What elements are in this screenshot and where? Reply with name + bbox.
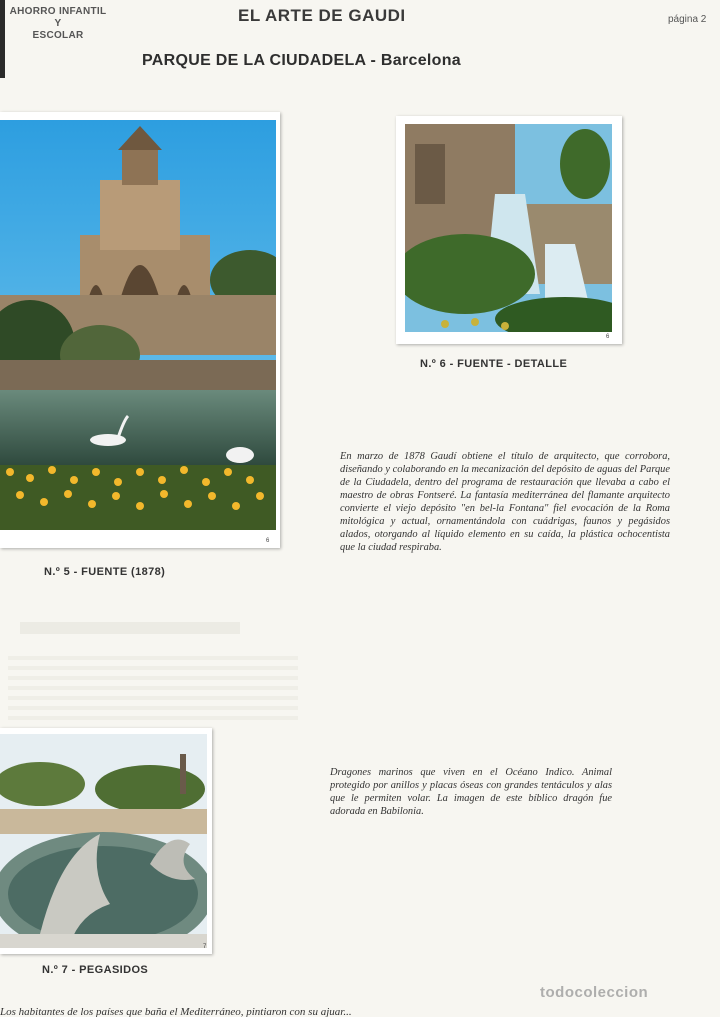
page-number: página 2 <box>668 14 707 25</box>
card-pegasidos <box>0 728 212 954</box>
paragraph-fuente: En marzo de 1878 Gaudí obtiene el título de arquitecto, que corrobora, diseñando y colaborando en la mecanización del depósito de aguas del Parque de la Ciudadela, dentro del programa de restauración que llevaba a cabo el maestro de obras Fontseré. La fantasía mediterránea del flamante arquitecto convierte el viejo depósito "en bel-la Fontana" fiel evocación de la Roma mitológica y actual, ornamentándola con cuádrigas, faunos y pegásidos alados, otorgando al líquido elemento en su caída, la plástica ochocentista que la ciudad respiraba. <box>340 451 670 553</box>
show-through-text <box>8 650 298 720</box>
card-fuente <box>0 112 280 548</box>
subtitle-main: PARQUE DE LA CIUDADELA - <box>142 52 377 69</box>
caption-card-7: N.º 7 - PEGASIDOS <box>42 964 149 976</box>
brand-line-2: Y <box>54 18 62 29</box>
pegasidos-illustration <box>0 734 207 948</box>
bottom-text-line: Los habitantes de los países que baña el Mediterráneo, pintiaron con su ajuar... <box>0 1006 352 1017</box>
photo-fuente-detalle <box>405 124 612 332</box>
caption-card-5: N.º 5 - FUENTE (1878) <box>44 566 166 578</box>
cascade-illustration <box>405 124 612 332</box>
fuente-illustration <box>0 120 276 544</box>
bottom-cropped-text <box>0 1004 720 1017</box>
subtitle-city: Barcelona <box>380 52 461 69</box>
caption-card-6: N.º 6 - FUENTE - DETALLE <box>420 358 568 370</box>
watermark: todocoleccion <box>540 984 649 1001</box>
binding-edge <box>0 0 5 78</box>
paragraph-dragones: Dragones marinos que viven en el Océano Indico. Animal protegido por anillos y placas óseas con grandes tentáculos y alas que le permiten volar. La imagen de este bíblico dragón fue adorada en Babilonia. <box>330 767 612 817</box>
card-number-6: 6 <box>606 334 610 340</box>
photo-pegasidos <box>0 734 207 948</box>
brand-line-3: ESCOLAR <box>32 30 84 41</box>
card-number-5: 6 <box>266 538 270 544</box>
show-through-heading <box>20 622 240 634</box>
series-title: EL ARTE DE GAUDI <box>238 6 406 25</box>
brand-line-1: AHORRO INFANTIL <box>9 6 107 17</box>
card-fuente-detalle <box>396 116 622 344</box>
card-number-7: 7 <box>203 944 207 950</box>
page-subtitle <box>142 52 461 70</box>
photo-fuente <box>0 120 276 544</box>
